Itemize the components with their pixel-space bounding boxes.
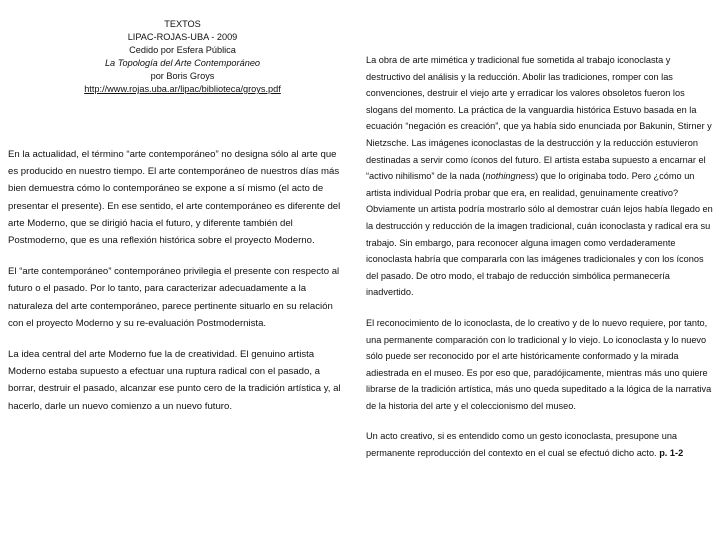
right-paragraph-1-part-a: La obra de arte mimética y tradicional fue sometida al trabajo iconoclasta y destructivo del análisis y la reducción. Abolir las tradiciones, romper con las convenciones, destruir el viejo arte y erradicar los valores obsoletos fueron los slogans del momento. La práctica de la vanguardia histórica Estuvo basada en la ecuación “negación es creación”, que ya había sido enunciada por Bakunin, Stirner y Nietzsche. Las imágenes iconoclastas de la destrucción y la reducción estuvieron destinadas a servir como íconos del futuro. El artista estaba supuesto a encarnar el “activo nihilismo” de la nada ( (366, 55, 712, 182)
header-article-title: La Topología del Arte Contemporáneo (104, 58, 261, 68)
left-paragraph-3: La idea central del arte Moderno fue la de creatividad. El genuino artista Moderno estaba supuesto a efectuar una ruptura radical con el pasado, a borrar, destruir el pasado, alcanzar ese punto cero de la tradición artística y, al hacerlo, darle un nuevo comienzo a un nuevo futuro. (8, 349, 341, 412)
left-paragraph-1: En la actualidad, el término “arte contemporáneo” no designa sólo al arte que es producido en nuestro tiempo. El arte contemporáneo de nuestros días más bien demuestra cómo lo contemporáneo se expone a sí mismo (el acto de presentar el presente). En ese sentido, el arte contemporáneo es diferente del arte Moderno, que se dirigió hacia el futuro, y diferente también del Postmoderno, que es una reflexión histórica sobre el proyecto Moderno. (8, 149, 341, 247)
right-paragraph-1-part-b: ) que lo originaba todo. Pero ¿cómo un artista individual Podría probar que era, en realidad, genuinamente creativo? Obviamente un artista podría mostrarlo sólo al demostrar cuán lejos había llegado en la destrucción y reducción de la imagen tradicional, cuán iconoclasta y radical era su trabajo. Sin embargo, para reconocer alguna imagen como verdaderamente iconoclasta habría que compararla con las imágenes tradicionales y con los íconos del pasado. De otro modo, el trabajo de reducción simbólica permanecería inadvertido. (366, 171, 713, 298)
left-paragraph-2: El “arte contemporáneo” contemporáneo privilegia el presente con respecto al futuro o el pasado. Por lo tanto, para caracterizar adecuadamente a la naturaleza del arte contemporáneo, parece pertinente situarlo en su relación con el proyecto Moderno y su re-evaluación Postmodernista. (8, 266, 340, 329)
right-paragraph-3-text: Un acto creativo, si es entendido como un gesto iconoclasta, presupone una permanente reproducción del contexto en el cual se efectuó dicho acto. (366, 431, 678, 459)
header-author: por Boris Groys (150, 71, 215, 81)
header-line-source: Cedido por Esfera Pública (129, 45, 236, 55)
nothingness-term: nothingness (485, 171, 536, 182)
header-source-link[interactable]: http://www.rojas.uba.ar/lipac/biblioteca/groys.pdf (84, 84, 281, 94)
document-header (60, 18, 305, 96)
header-line-institution: LIPAC-ROJAS-UBA - 2009 (127, 32, 238, 42)
right-column (366, 52, 714, 462)
right-paragraph-2: El reconocimiento de lo iconoclasta, de lo creativo y de lo nuevo requiere, por tanto, una permanente comparación con lo tradicional y lo viejo. Lo iconoclasta y lo nuevo sólo puede ser reconocido por el arte históricamente conformado y la mirada adiestrada en el museo. Es por eso que, paradójicamente, mientras más uno quiere librarse de la tradición artística, más uno queda supeditado a la lógica de la narrativa de la historia del arte y el coleccionismo del museo. (366, 317, 712, 411)
left-column (8, 146, 344, 429)
page-reference: p. 1-2 (659, 448, 684, 459)
right-paragraph-3 (366, 428, 714, 461)
header-line-textos: TEXTOS (164, 19, 201, 29)
right-paragraph-1 (366, 52, 714, 301)
